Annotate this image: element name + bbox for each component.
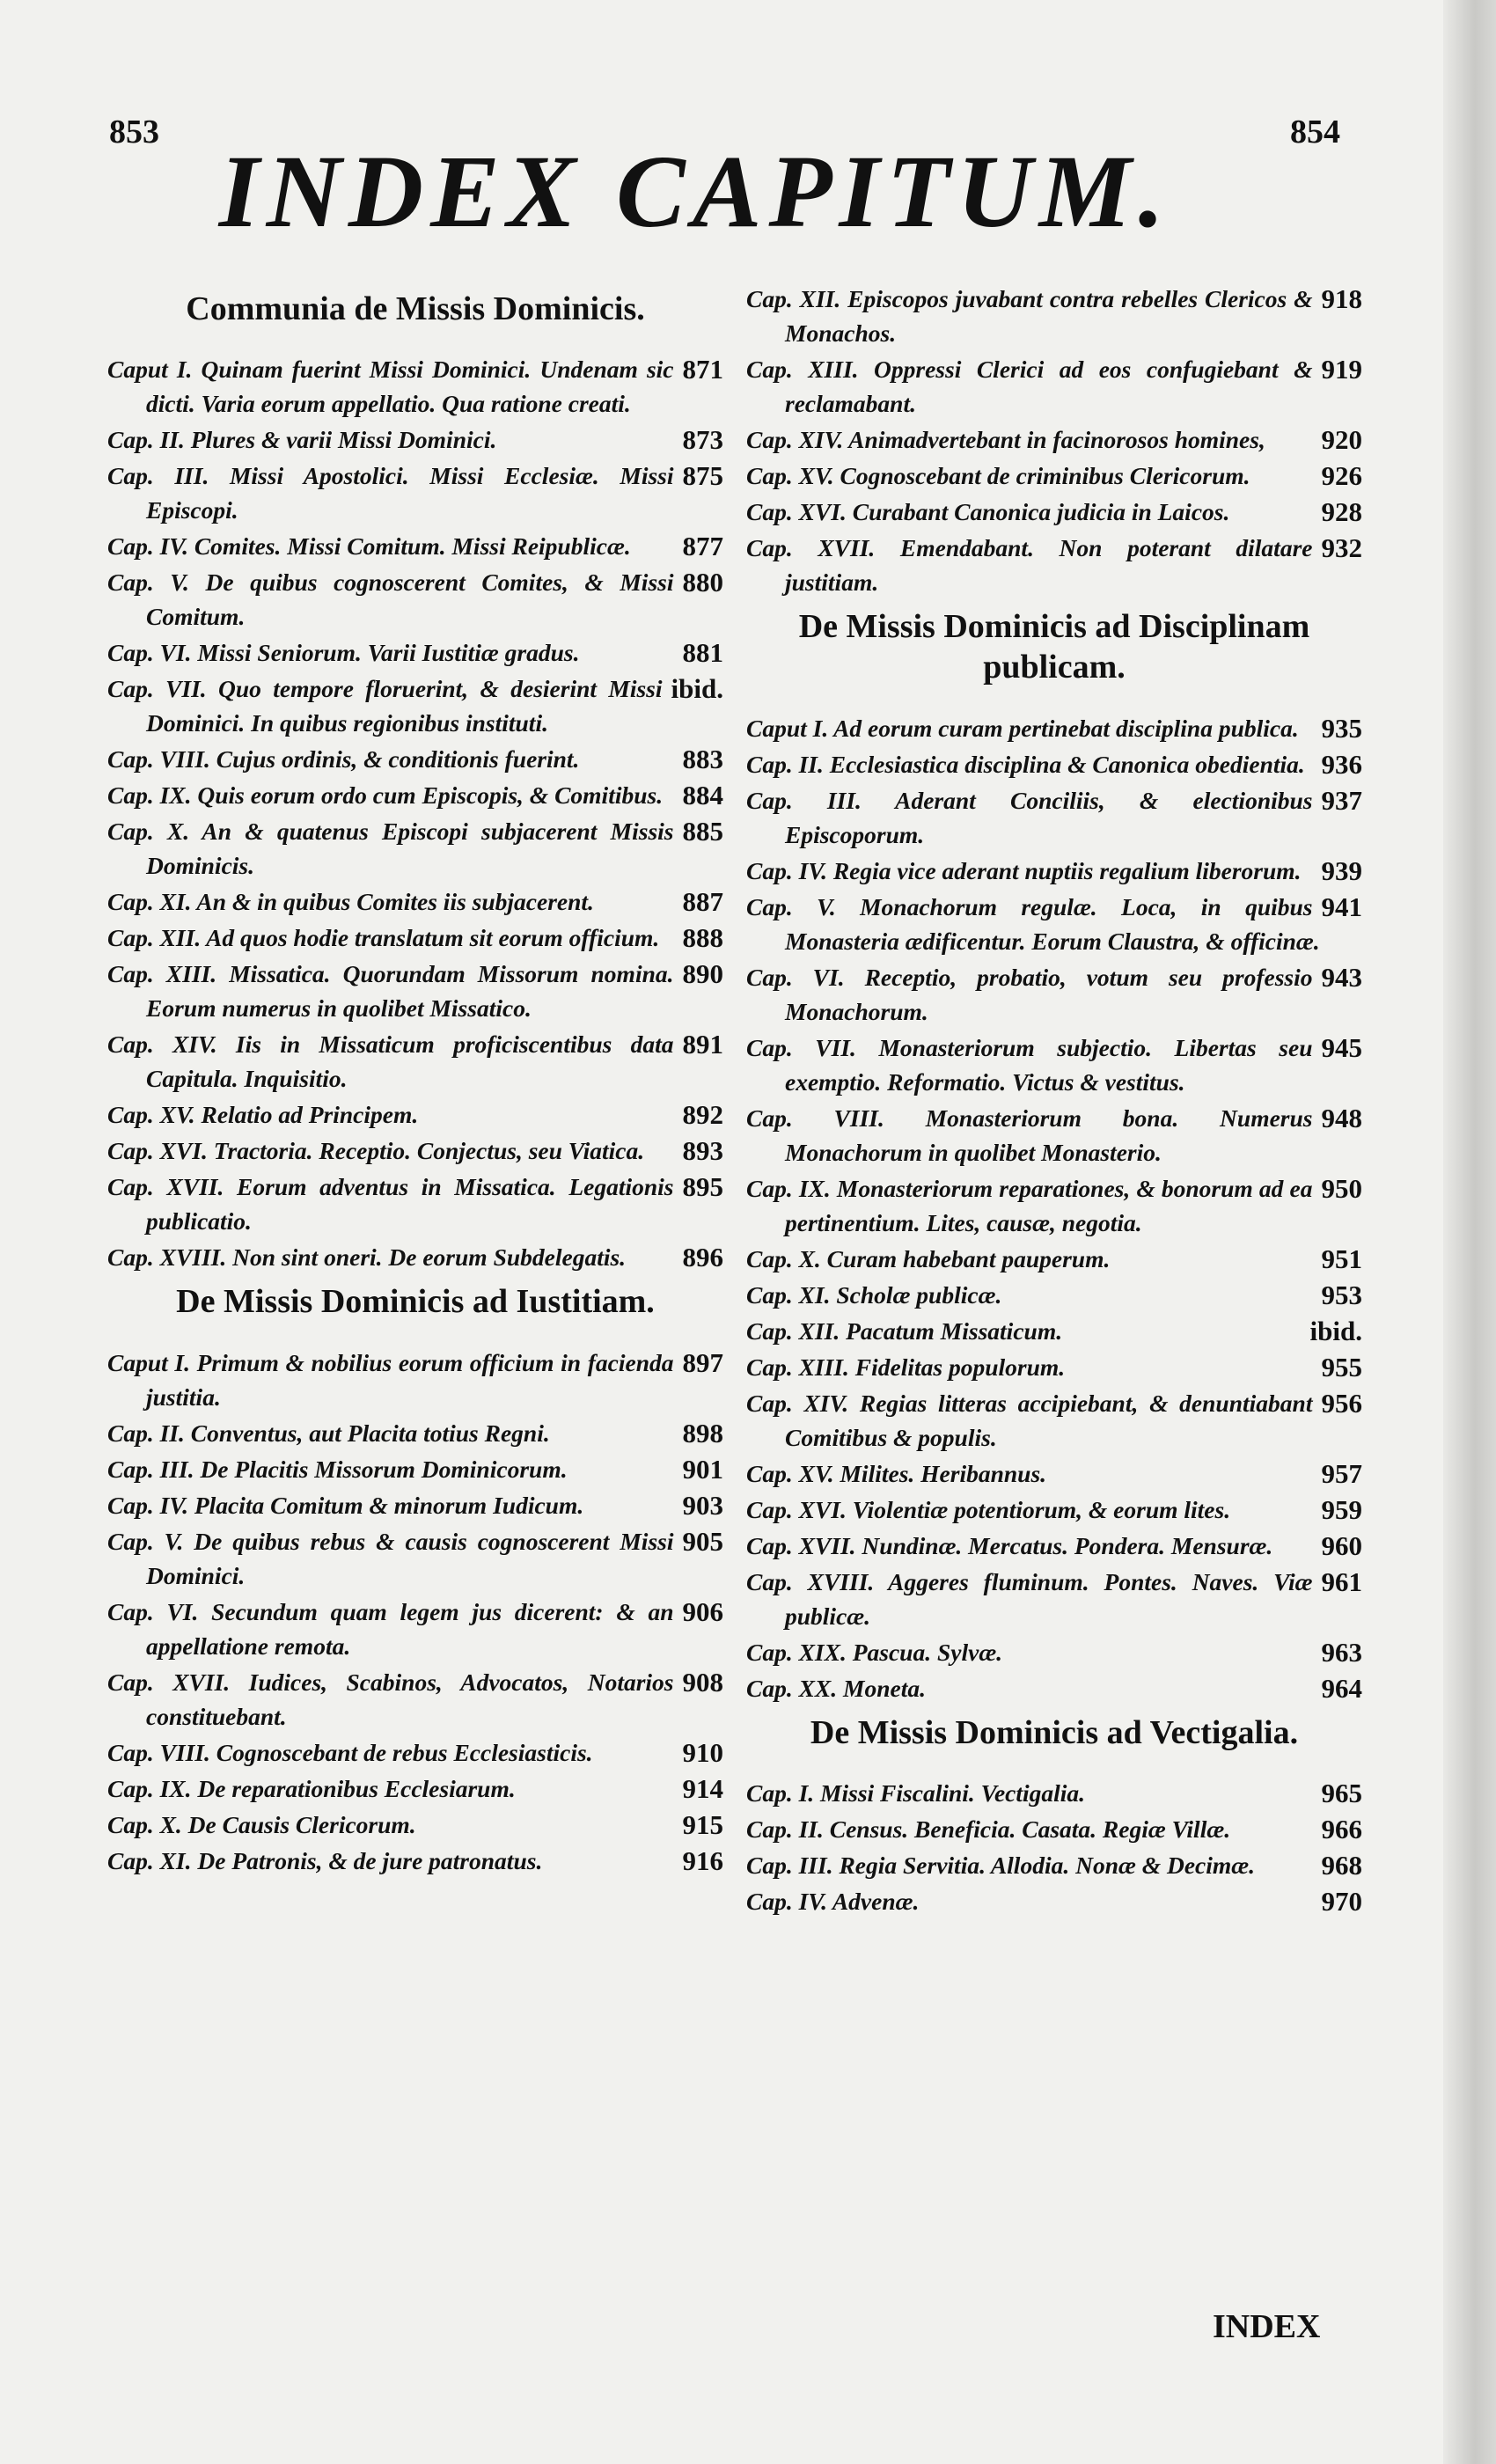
chapter-title: Cap. V. De quibus rebus & causis cognoscerent Missi Dominici. xyxy=(107,1527,674,1589)
chapter-title: Cap. XII. Pacatum Missaticum. xyxy=(746,1316,1063,1345)
chapter-page-number: ibid. xyxy=(1309,1315,1362,1346)
chapter-title: Cap. XV. Milites. Heribannus. xyxy=(746,1459,1047,1487)
chapter-title: Cap. VIII. Cognoscebant de rebus Ecclesiasticis. xyxy=(107,1738,593,1766)
chapter-title: Cap. I. Missi Fiscalini. Vectigalia. xyxy=(746,1779,1086,1808)
chapter-title: Cap. IV. Placita Comitum & minorum Iudicum. xyxy=(107,1491,584,1519)
chapter-entry xyxy=(746,1242,1362,1276)
chapter-title: Caput I. Ad eorum curam pertinebat disciplina publica. xyxy=(746,714,1299,742)
chapter-list xyxy=(107,352,723,1274)
chapter-page-number: 892 xyxy=(682,1099,723,1131)
chapter-page-number: 963 xyxy=(1321,1636,1362,1668)
chapter-entry xyxy=(746,1884,1362,1918)
index-section xyxy=(746,606,1362,1705)
chapter-entry xyxy=(107,1027,723,1096)
chapter-title: Cap. XVII. Eorum adventus in Missatica. Legationis publicatio. xyxy=(107,1173,674,1236)
chapter-entry xyxy=(107,920,723,955)
chapter-page-number: 951 xyxy=(1321,1243,1362,1274)
chapter-entry xyxy=(107,957,723,1025)
chapter-entry xyxy=(746,960,1362,1029)
chapter-entry xyxy=(746,1565,1362,1633)
chapter-title: Cap. XX. Moneta. xyxy=(746,1674,926,1702)
chapter-entry xyxy=(107,742,723,776)
chapter-entry xyxy=(107,1346,723,1414)
chapter-title: Cap. X. Curam habebant pauperum. xyxy=(746,1244,1111,1272)
chapter-title: Cap. XII. Ad quos hodie translatum sit eorum officium. xyxy=(107,924,660,952)
chapter-entry xyxy=(746,495,1362,529)
chapter-list xyxy=(746,1776,1362,1918)
chapter-entry xyxy=(107,1808,723,1842)
chapter-title: Cap. XVII. Nundinæ. Mercatus. Pondera. Mensuræ. xyxy=(746,1531,1273,1559)
chapter-entry xyxy=(107,671,723,740)
chapter-page-number: 891 xyxy=(682,1029,723,1060)
chapter-page-number: 966 xyxy=(1321,1814,1362,1845)
index-section xyxy=(746,1712,1362,1918)
chapter-page-number: 883 xyxy=(682,744,723,775)
chapter-entry xyxy=(746,1171,1362,1240)
chapter-entry xyxy=(746,1314,1362,1348)
chapter-page-number: 908 xyxy=(682,1666,723,1698)
chapter-page-number: 890 xyxy=(682,958,723,990)
chapter-title: Cap. XIII. Fidelitas populorum. xyxy=(746,1353,1066,1381)
chapter-title: Cap. VII. Monasteriorum subjectio. Libertas seu exemptio. Reformatio. Victus & vestitus. xyxy=(746,1033,1313,1096)
chapter-entry xyxy=(746,1492,1362,1527)
chapter-title: Cap. XIII. Missatica. Quorundam Missorum nomina. Eorum numerus in quolibet Missatico. xyxy=(107,960,674,1023)
chapter-page-number: 898 xyxy=(682,1417,723,1448)
chapter-title: Cap. XIV. Regias litteras accipiebant, & denuntiabant Comitibus & populis. xyxy=(746,1389,1313,1451)
page-title: INDEX CAPITUM. xyxy=(218,134,1172,249)
chapter-page-number: 873 xyxy=(682,424,723,456)
chapter-title: Cap. XIII. Oppressi Clerici ad eos confugiebant & reclamabant. xyxy=(746,356,1313,417)
chapter-entry xyxy=(746,422,1362,457)
chapter-page-number: 905 xyxy=(682,1525,723,1557)
chapter-entry xyxy=(107,1735,723,1770)
right-page-number: 854 xyxy=(1290,114,1340,150)
chapter-title: Cap. XVI. Tractoria. Receptio. Conjectus, seu Viatica. xyxy=(107,1137,645,1165)
chapter-entry xyxy=(107,1170,723,1238)
chapter-list xyxy=(746,711,1362,1705)
chapter-title: Cap. XII. Episcopos juvabant contra rebelles Clericos & Monachos. xyxy=(746,285,1313,347)
chapter-entry xyxy=(107,352,723,421)
chapter-entry xyxy=(107,1665,723,1734)
chapter-page-number: 919 xyxy=(1321,354,1362,385)
chapter-page-number: 916 xyxy=(682,1844,723,1876)
chapter-page-number: 970 xyxy=(1321,1886,1362,1918)
chapter-page-number: 893 xyxy=(682,1135,723,1167)
chapter-entry xyxy=(746,531,1362,599)
chapter-entry xyxy=(107,1240,723,1274)
chapter-title: Cap. VI. Receptio, probatio, votum seu professio Monachorum. xyxy=(746,963,1313,1025)
chapter-entry xyxy=(746,1848,1362,1882)
chapter-page-number: 920 xyxy=(1321,424,1362,455)
chapter-title: Caput I. Primum & nobilius eorum officium in facienda justitia. xyxy=(107,1348,674,1411)
chapter-entry xyxy=(107,1524,723,1593)
chapter-title: Cap. IV. Regia vice aderant nuptiis regalium liberorum. xyxy=(746,856,1302,884)
chapter-page-number: 895 xyxy=(682,1171,723,1203)
chapter-title: Cap. III. De Placitis Missorum Dominicorum. xyxy=(107,1455,568,1483)
chapter-page-number: 945 xyxy=(1321,1031,1362,1063)
chapter-list xyxy=(746,282,1362,599)
chapter-entry xyxy=(746,1776,1362,1810)
chapter-page-number: 956 xyxy=(1321,1387,1362,1419)
chapter-list xyxy=(107,1346,723,1878)
chapter-entry xyxy=(746,747,1362,781)
chapter-entry xyxy=(107,814,723,883)
chapter-page-number: 897 xyxy=(682,1346,723,1378)
chapter-page-number: 935 xyxy=(1321,712,1362,744)
left-page-number: 853 xyxy=(109,114,159,150)
chapter-title: Cap. III. Missi Apostolici. Missi Ecclesiæ. Missi Episcopi. xyxy=(107,462,674,524)
chapter-page-number: 880 xyxy=(682,567,723,598)
chapter-page-number: 960 xyxy=(1321,1529,1362,1561)
chapter-entry xyxy=(746,711,1362,745)
chapter-page-number: 887 xyxy=(682,886,723,918)
chapter-title: Cap. IX. Quis eorum ordo cum Episcopis, & Comitibus. xyxy=(107,781,664,810)
chapter-page-number: 955 xyxy=(1321,1351,1362,1382)
index-section xyxy=(107,1281,723,1877)
chapter-title: Cap. XVI. Violentiæ potentiorum, & eorum lites. xyxy=(746,1495,1231,1523)
chapter-entry xyxy=(107,1844,723,1878)
chapter-page-number: 875 xyxy=(682,460,723,492)
chapter-entry xyxy=(107,565,723,634)
chapter-page-number: 901 xyxy=(682,1453,723,1485)
chapter-title: Caput I. Quinam fuerint Missi Dominici. Undenam sic dicti. Varia eorum appellatio. Qua ratione creati. xyxy=(107,356,674,418)
chapter-page-number: 964 xyxy=(1321,1672,1362,1704)
chapter-page-number: 871 xyxy=(682,354,723,385)
chapter-title: Cap. XIX. Pascua. Sylvæ. xyxy=(746,1638,1003,1666)
chapter-page-number: 936 xyxy=(1321,748,1362,780)
chapter-title: Cap. X. An & quatenus Episcopi subjacerent Missis Dominicis. xyxy=(107,818,674,880)
page-edge-shadow xyxy=(1443,0,1496,2464)
chapter-page-number: 877 xyxy=(682,531,723,562)
chapter-entry xyxy=(107,1488,723,1522)
chapter-page-number: 961 xyxy=(1321,1566,1362,1597)
chapter-page-number: 950 xyxy=(1321,1172,1362,1204)
chapter-entry xyxy=(746,1386,1362,1455)
chapter-title: Cap. II. Census. Beneficia. Casata. Regiæ Villæ. xyxy=(746,1815,1231,1844)
chapter-entry xyxy=(746,1456,1362,1491)
chapter-entry xyxy=(107,778,723,812)
chapter-title: Cap. XI. An & in quibus Comites iis subjacerent. xyxy=(107,888,594,916)
chapter-title: Cap. XI. De Patronis, & de jure patronatus. xyxy=(107,1846,543,1874)
chapter-title: Cap. IX. Monasteriorum reparationes, & bonorum ad ea pertinentium. Lites, causæ, negotia. xyxy=(746,1174,1313,1236)
chapter-page-number: 914 xyxy=(682,1772,723,1804)
chapter-page-number: 910 xyxy=(682,1736,723,1768)
chapter-title: Cap. II. Plures & varii Missi Dominici. xyxy=(107,426,497,454)
chapter-title: Cap. XV. Relatio ad Principem. xyxy=(107,1101,419,1129)
chapter-title: Cap. XVIII. Aggeres fluminum. Pontes. Naves. Viæ publicæ. xyxy=(746,1567,1313,1630)
chapter-title: Cap. IX. De reparationibus Ecclesiarum. xyxy=(107,1774,516,1802)
chapter-title: Cap. XVII. Emendabant. Non poterant dilatare justitiam. xyxy=(746,534,1313,596)
chapter-entry xyxy=(746,1671,1362,1705)
chapter-page-number: 968 xyxy=(1321,1850,1362,1881)
chapter-title: Cap. V. De quibus cognoscerent Comites, & Missi Comitum. xyxy=(107,568,674,631)
chapter-page-number: 888 xyxy=(682,922,723,954)
chapter-entry xyxy=(746,854,1362,888)
chapter-page-number: 896 xyxy=(682,1242,723,1273)
chapter-title: Cap. X. De Causis Clericorum. xyxy=(107,1810,416,1838)
index-section xyxy=(107,289,723,1274)
chapter-title: Cap. XI. Scholæ publicæ. xyxy=(746,1280,1002,1309)
chapter-title: Cap. VI. Missi Seniorum. Varii Iustitiæ gradus. xyxy=(107,639,580,667)
chapter-entry xyxy=(107,1452,723,1486)
chapter-title: Cap. IV. Advenæ. xyxy=(746,1888,920,1916)
section-heading: Communia de Missis Dominicis. xyxy=(186,290,645,327)
chapter-title: Cap. III. Regia Servitia. Allodia. Nonæ & Decimæ. xyxy=(746,1852,1256,1880)
chapter-title: Cap. XVI. Curabant Canonica judicia in Laicos. xyxy=(746,498,1230,525)
chapter-title: Cap. VII. Quo tempore floruerint, & desierint Missi Dominici. In quibus regionibus instituti. xyxy=(107,675,663,737)
chapter-entry xyxy=(107,1416,723,1450)
chapter-page-number: 915 xyxy=(682,1808,723,1840)
chapter-entry xyxy=(746,890,1362,958)
chapter-page-number: 943 xyxy=(1321,961,1362,993)
chapter-title: Cap. II. Conventus, aut Placita totius Regni. xyxy=(107,1419,550,1447)
left-column xyxy=(107,282,723,1880)
chapter-page-number: 918 xyxy=(1321,283,1362,314)
chapter-title: Cap. VIII. Cujus ordinis, & conditionis fuerint. xyxy=(107,745,580,774)
chapter-entry xyxy=(107,422,723,457)
index-section xyxy=(746,282,1362,599)
chapter-entry xyxy=(107,635,723,670)
section-heading: De Missis Dominicis ad Iustitiam. xyxy=(176,1283,655,1321)
chapter-entry xyxy=(746,1030,1362,1099)
chapter-page-number: 939 xyxy=(1321,854,1362,886)
chapter-entry xyxy=(746,783,1362,852)
chapter-title: Cap. V. Monachorum regulæ. Loca, in quibus Monasteria ædificentur. Eorum Claustra, & officinæ. xyxy=(746,892,1320,955)
chapter-entry xyxy=(746,458,1362,493)
chapter-page-number: 953 xyxy=(1321,1279,1362,1310)
chapter-page-number: ibid. xyxy=(671,673,723,705)
chapter-title: Cap. XIV. Iis in Missaticum proficiscentibus data Capitula. Inquisitio. xyxy=(107,1030,674,1093)
chapter-entry xyxy=(107,884,723,919)
chapter-entry xyxy=(107,1097,723,1132)
section-heading: De Missis Dominicis ad Vectigalia. xyxy=(810,1713,1299,1751)
chapter-entry xyxy=(746,352,1362,421)
chapter-page-number: 884 xyxy=(682,780,723,811)
chapter-title: Cap. IV. Comites. Missi Comitum. Missi Reipublicæ. xyxy=(107,532,631,561)
chapter-entry xyxy=(746,282,1362,350)
chapter-page-number: 948 xyxy=(1321,1102,1362,1133)
section-heading: De Missis Dominicis ad Disciplinam publicam. xyxy=(798,608,1310,686)
chapter-entry xyxy=(107,1133,723,1168)
chapter-entry xyxy=(746,1529,1362,1563)
chapter-page-number: 937 xyxy=(1321,784,1362,816)
right-column xyxy=(746,282,1362,1920)
chapter-page-number: 965 xyxy=(1321,1778,1362,1809)
chapter-title: Cap. XV. Cognoscebant de criminibus Clericorum. xyxy=(746,462,1250,489)
chapter-title: Cap. XVII. Iudices, Scabinos, Advocatos, Notarios constituebant. xyxy=(107,1668,674,1730)
chapter-title: Cap. III. Aderant Conciliis, & electionibus Episcoporum. xyxy=(746,786,1313,848)
chapter-entry xyxy=(746,1350,1362,1384)
chapter-title: Cap. II. Ecclesiastica disciplina & Canonica obedientia. xyxy=(746,750,1305,778)
chapter-page-number: 957 xyxy=(1321,1457,1362,1489)
chapter-entry xyxy=(107,529,723,563)
chapter-entry xyxy=(746,1812,1362,1846)
chapter-page-number: 959 xyxy=(1321,1493,1362,1525)
chapter-entry xyxy=(107,1771,723,1806)
chapter-entry xyxy=(107,458,723,527)
chapter-title: Cap. VIII. Monasteriorum bona. Numerus Monachorum in quolibet Monasterio. xyxy=(746,1104,1313,1166)
chapter-page-number: 881 xyxy=(682,637,723,669)
chapter-page-number: 926 xyxy=(1321,460,1362,491)
chapter-page-number: 928 xyxy=(1321,496,1362,527)
catchword: INDEX xyxy=(1213,2308,1321,2345)
chapter-title: Cap. VI. Secundum quam legem jus dicerent: & an appellatione remota. xyxy=(107,1597,674,1660)
chapter-entry xyxy=(746,1101,1362,1170)
chapter-entry xyxy=(746,1635,1362,1669)
chapter-page-number: 906 xyxy=(682,1595,723,1627)
chapter-entry xyxy=(746,1278,1362,1312)
chapter-page-number: 903 xyxy=(682,1489,723,1521)
chapter-page-number: 941 xyxy=(1321,891,1362,922)
chapter-entry xyxy=(107,1595,723,1663)
chapter-page-number: 932 xyxy=(1321,532,1362,563)
chapter-title: Cap. XIV. Animadvertebant in facinorosos homines, xyxy=(746,426,1265,453)
chapter-page-number: 885 xyxy=(682,816,723,847)
chapter-title: Cap. XVIII. Non sint oneri. De eorum Subdelegatis. xyxy=(107,1243,627,1272)
